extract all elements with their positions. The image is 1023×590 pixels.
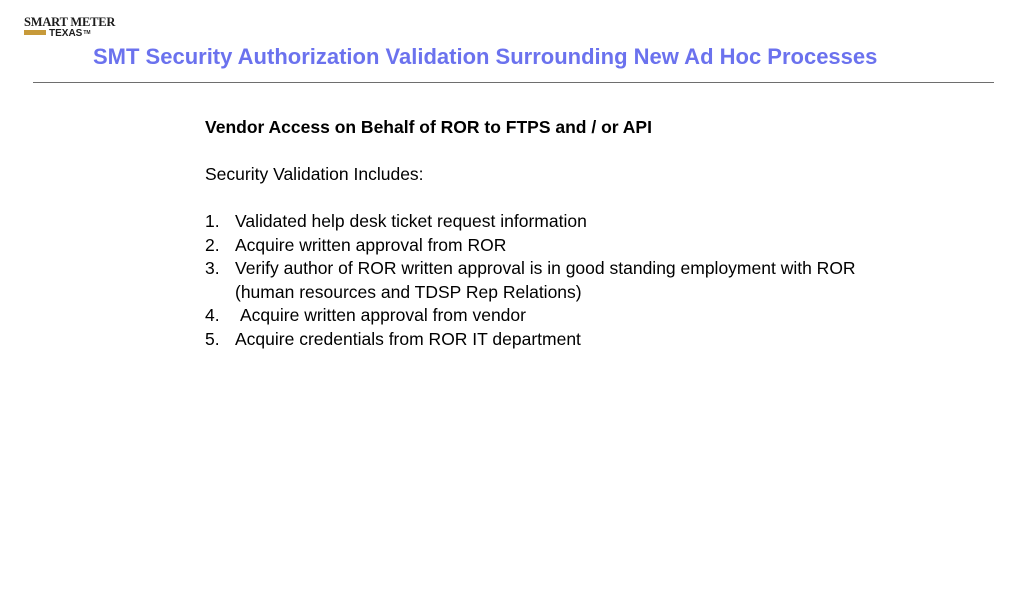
step-number: 3.	[205, 258, 220, 278]
list-item	[205, 257, 905, 304]
smart-meter-texas-logo	[24, 16, 124, 40]
step-number: 5.	[205, 328, 220, 349]
slide-body	[205, 116, 905, 351]
title-divider	[33, 82, 994, 83]
list-item	[205, 304, 905, 328]
logo-accent-bar	[24, 30, 46, 35]
logo-text-smart-meter: SMART METER	[24, 15, 116, 29]
step-number: 2.	[205, 234, 220, 255]
list-item	[205, 210, 905, 234]
step-text: Validated help desk ticket request information	[235, 211, 587, 231]
step-number: 4.	[205, 305, 220, 325]
list-item	[205, 328, 905, 352]
logo-text-texas-word: TEXAS	[49, 28, 83, 39]
step-text: Verify author of ROR written approval is in good standing employment with ROR (human resources and TDSP Rep Relations)	[235, 258, 856, 302]
logo-text-texas	[49, 28, 91, 39]
section-subheading: Security Validation Includes:	[205, 164, 424, 184]
step-text: Acquire written approval from vendor	[240, 305, 526, 325]
validation-steps-list	[205, 210, 905, 351]
section-heading: Vendor Access on Behalf of ROR to FTPS and / or API	[205, 117, 652, 137]
logo-trademark: TM	[83, 30, 91, 36]
step-number: 1.	[205, 211, 220, 231]
slide-title: SMT Security Authorization Validation Surrounding New Ad Hoc Processes	[93, 44, 878, 69]
step-text: Acquire credentials from ROR IT department	[235, 328, 581, 349]
step-text: Acquire written approval from ROR	[235, 234, 507, 255]
list-item	[205, 234, 905, 258]
